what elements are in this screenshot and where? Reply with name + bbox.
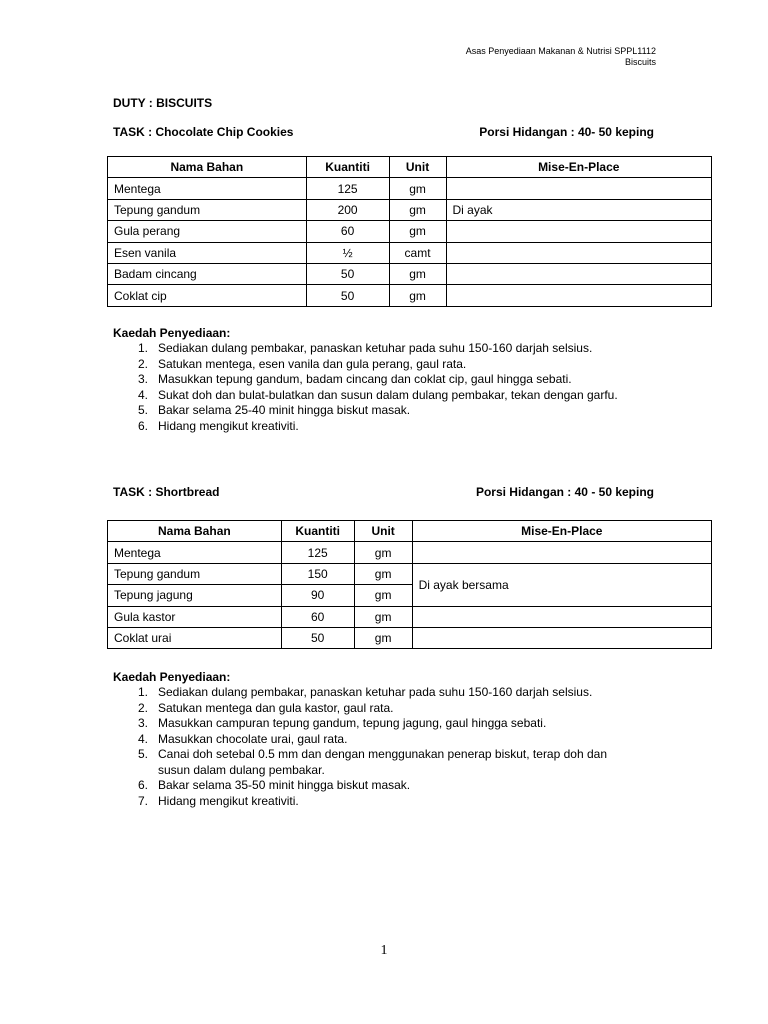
method-title: Kaedah Penyediaan: (113, 670, 231, 684)
list-item (113, 685, 673, 701)
method-title: Kaedah Penyediaan: (113, 326, 231, 340)
step-text: Canai doh setebal 0.5 mm dan dengan menggunakan penerap biskut, terap doh dan susun dalam dulang pembakar. (158, 747, 607, 777)
table-header-row (108, 521, 712, 542)
ingredient-mise-en-place (446, 285, 711, 306)
ingredient-unit: gm (354, 606, 412, 627)
step-text: Bakar selama 25-40 minit hingga biskut masak. (158, 403, 411, 417)
ingredient-unit: gm (354, 585, 412, 606)
table-row (108, 242, 712, 263)
ingredient-quantity: 60 (281, 606, 354, 627)
task-title: TASK : Chocolate Chip Cookies (113, 125, 294, 139)
ingredient-unit: gm (389, 221, 446, 242)
list-item (113, 747, 673, 778)
ingredient-mise-en-place (412, 542, 711, 563)
step-text: Satukan mentega dan gula kastor, gaul rata. (158, 700, 394, 715)
ingredient-unit: gm (354, 627, 412, 648)
ingredients-table (107, 156, 712, 307)
table-row (108, 627, 712, 648)
step-text: Hidang mengikut kreativiti. (158, 418, 299, 433)
ingredient-quantity: 125 (306, 178, 389, 199)
table-row (108, 285, 712, 306)
step-text: Masukkan campuran tepung gandum, tepung jagung, gaul hingga sebati. (158, 716, 547, 730)
column-header: Kuantiti (281, 521, 354, 542)
list-item (113, 732, 673, 748)
step-text: Satukan mentega, esen vanila dan gula perang, gaul rata. (158, 356, 467, 371)
list-item (113, 388, 673, 404)
list-item (113, 372, 673, 388)
step-text: Masukkan tepung gandum, badam cincang dan coklat cip, gaul hingga sebati. (158, 372, 572, 386)
ingredient-quantity: 50 (306, 285, 389, 306)
portion-info: Porsi Hidangan : 40- 50 keping (479, 125, 654, 139)
list-item (113, 341, 673, 357)
ingredient-unit: gm (354, 542, 412, 563)
step-number: 3. (137, 372, 148, 386)
ingredient-mise-en-place (446, 221, 711, 242)
ingredient-unit: gm (389, 263, 446, 284)
page-number: 1 (380, 943, 388, 958)
step-number: 1. (137, 341, 148, 355)
ingredient-name: Coklat cip (108, 285, 307, 306)
ingredients-table (107, 520, 712, 649)
step-number: 4. (137, 387, 148, 402)
table-row (108, 221, 712, 242)
ingredient-mise-en-place (446, 242, 711, 263)
ingredient-mise-en-place (412, 627, 711, 648)
method-steps (113, 341, 673, 434)
ingredient-quantity: 60 (306, 221, 389, 242)
list-item (113, 419, 673, 435)
step-text: Hidang mengikut kreativiti. (158, 793, 299, 808)
task-heading (113, 485, 656, 499)
ingredient-name: Mentega (108, 542, 282, 563)
step-number: 5. (137, 403, 148, 417)
table-row (108, 542, 712, 563)
header-topic: Biscuits (624, 57, 656, 67)
step-number: 5. (137, 747, 148, 761)
table-row (108, 199, 712, 220)
ingredient-mise-en-place (412, 606, 711, 627)
method-steps (113, 685, 673, 809)
step-number: 4. (137, 731, 148, 746)
ingredient-name: Gula perang (108, 221, 307, 242)
ingredient-quantity: 90 (281, 585, 354, 606)
ingredient-quantity: 150 (281, 563, 354, 584)
task-heading (113, 125, 656, 139)
step-number: 6. (137, 418, 148, 433)
header-course: Asas Penyediaan Makanan & Nutrisi SPPL1112 (465, 46, 656, 56)
table-row (108, 178, 712, 199)
table-row (108, 263, 712, 284)
column-header: Nama Bahan (108, 157, 307, 178)
ingredient-quantity: 200 (306, 199, 389, 220)
list-item (113, 778, 673, 794)
task-title: TASK : Shortbread (113, 485, 220, 499)
ingredient-mise-en-place (446, 263, 711, 284)
ingredient-quantity: 50 (281, 627, 354, 648)
ingredient-mise-en-place: Di ayak bersama (412, 563, 711, 606)
step-number: 1. (137, 685, 148, 699)
ingredient-mise-en-place: Di ayak (446, 199, 711, 220)
ingredient-name: Gula kastor (108, 606, 282, 627)
ingredient-mise-en-place (446, 178, 711, 199)
step-number: 3. (137, 716, 148, 730)
table-row (108, 606, 712, 627)
ingredient-name: Coklat urai (108, 627, 282, 648)
column-header: Mise-En-Place (446, 157, 711, 178)
column-header: Unit (389, 157, 446, 178)
ingredient-unit: gm (389, 178, 446, 199)
ingredient-quantity: 50 (306, 263, 389, 284)
step-number: 6. (137, 778, 148, 792)
column-header: Mise-En-Place (412, 521, 711, 542)
step-number: 2. (137, 700, 148, 715)
list-item (113, 716, 673, 732)
ingredient-unit: camt (389, 242, 446, 263)
list-item (113, 357, 673, 373)
ingredient-name: Esen vanila (108, 242, 307, 263)
ingredient-name: Badam cincang (108, 263, 307, 284)
step-number: 7. (137, 793, 148, 808)
ingredient-quantity: 125 (281, 542, 354, 563)
column-header: Nama Bahan (108, 521, 282, 542)
method-section (113, 670, 673, 809)
ingredient-name: Tepung gandum (108, 199, 307, 220)
method-section (113, 326, 673, 434)
column-header: Unit (354, 521, 412, 542)
portion-info: Porsi Hidangan : 40 - 50 keping (475, 485, 654, 499)
table-row (108, 563, 712, 584)
ingredient-quantity: ½ (306, 242, 389, 263)
step-number: 2. (137, 356, 148, 371)
table-header-row (108, 157, 712, 178)
ingredient-name: Mentega (108, 178, 307, 199)
ingredient-unit: gm (389, 285, 446, 306)
list-item (113, 403, 673, 419)
ingredient-unit: gm (389, 199, 446, 220)
duty-title: DUTY : BISCUITS (113, 96, 213, 110)
ingredient-name: Tepung jagung (108, 585, 282, 606)
step-text: Sediakan dulang pembakar, panaskan ketuhar pada suhu 150-160 darjah selsius. (158, 685, 593, 699)
ingredient-name: Tepung gandum (108, 563, 282, 584)
step-text: Sediakan dulang pembakar, panaskan ketuhar pada suhu 150-160 darjah selsius. (158, 341, 593, 355)
column-header: Kuantiti (306, 157, 389, 178)
page-header (466, 46, 656, 68)
step-text: Sukat doh dan bulat-bulatkan dan susun dalam dulang pembakar, tekan dengan garfu. (158, 387, 618, 402)
step-text: Bakar selama 35-50 minit hingga biskut masak. (158, 778, 411, 792)
list-item (113, 701, 673, 717)
step-text: Masukkan chocolate urai, gaul rata. (158, 731, 348, 746)
list-item (113, 794, 673, 810)
ingredient-unit: gm (354, 563, 412, 584)
